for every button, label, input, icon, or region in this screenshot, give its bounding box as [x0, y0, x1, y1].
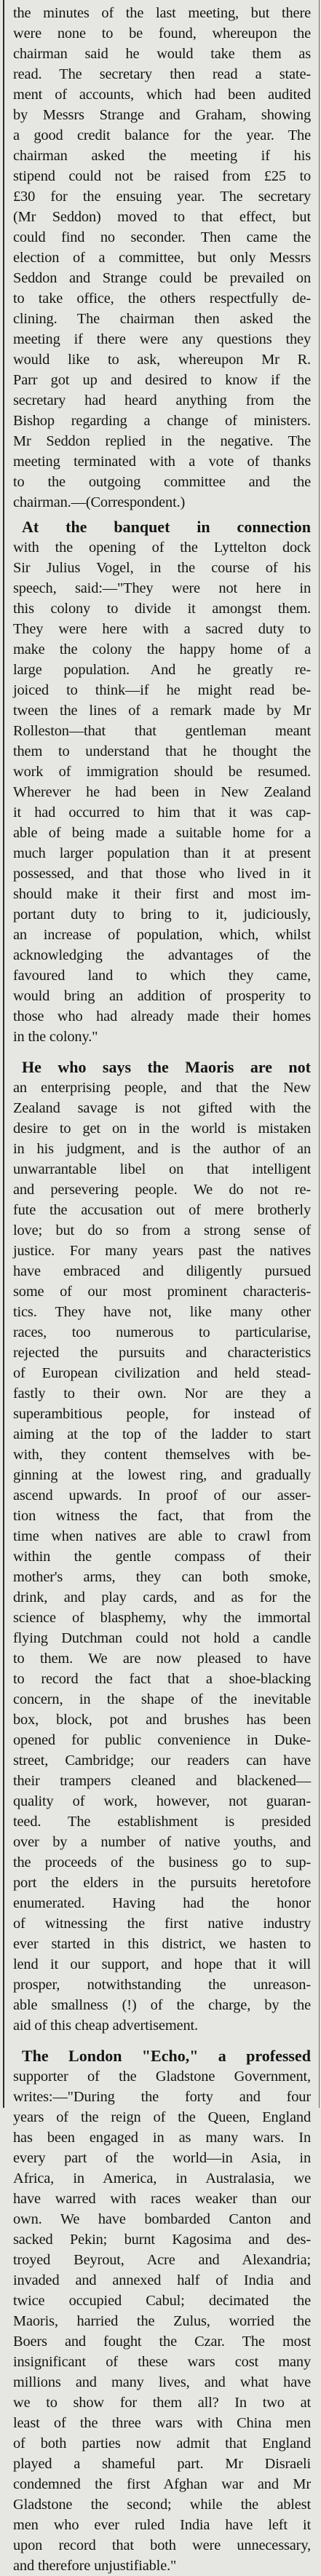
text-line: own. We have bombarded Canton and [13, 2211, 311, 2227]
text-line: an increase of population, which, whilst [13, 927, 311, 943]
text-line: mother's arms, they can both smoke, [13, 1569, 311, 1585]
paragraph-lead: He who says the Maoris are not [22, 1058, 311, 1076]
text-line: would bring an addition of prosperity to [13, 988, 311, 1004]
paragraph-meeting-report [13, 3, 311, 513]
text-line: Seddon and Strange could be prevailed on [13, 270, 311, 286]
text-line: drink, and play cards, and as for the [13, 1589, 311, 1605]
text-line: Mr Seddon replied in the negative. The [13, 433, 311, 449]
text-line: we to show for them all? In two at [13, 2395, 311, 2411]
column-rule-right [319, 0, 320, 2108]
text-line: have embraced and diligently pursued [13, 1263, 311, 1279]
text-line: science of blasphemy, why the immortal [13, 1610, 311, 1626]
text-line: supporter of the Gladstone Government, [13, 2069, 311, 2085]
text-line: men who ever ruled India have left it [13, 2517, 311, 2533]
text-line: has been engaged in as many wars. In [13, 2130, 311, 2146]
text-line: work of immigration should be resumed. [13, 764, 311, 780]
text-line: election of a committee, but only Messrs [13, 250, 311, 266]
text-line: of both parties now admit that England [13, 2435, 311, 2451]
paragraph-lead: The London "Echo," a professed [22, 2047, 311, 2065]
text-line: large population. And he greatly re- [13, 662, 311, 678]
text-line: teed. The establishment is presided [13, 1814, 311, 1830]
text-line: by Messrs Strange and Graham, showing [13, 107, 311, 123]
text-line: quality of work, however, not guaran- [13, 1793, 311, 1809]
column-rule-left [3, 0, 4, 2108]
text-line: £30 for the ensuing year. The secretary [13, 189, 311, 205]
text-line: unwarrantable libel on that intelligent [13, 1161, 311, 1177]
text-line: troyed Beyrout, Acre and Alexandria; [13, 2252, 311, 2268]
text-line: with the opening of the Lyttelton dock [13, 540, 311, 556]
paragraph-banquet-speech [13, 517, 311, 1047]
text-line: sacked Pekin; burnt Kagosima and des- [13, 2232, 311, 2248]
text-line: in his judgment, and is the author of an [13, 1141, 311, 1157]
text-line: speech, said:—"They were not here in [13, 580, 311, 596]
text-line: insignificant of these wars cost many [13, 2354, 311, 2370]
text-line: (Mr Seddon) moved to that effect, but [13, 209, 311, 225]
text-line: some of our most prominent characteris- [13, 1284, 311, 1300]
text-line: condemned the first Afghan war and Mr [13, 2476, 311, 2492]
text-line: least of the three wars with China men [13, 2415, 311, 2431]
text-line: favoured land to which they came, [13, 968, 311, 984]
text-line: clining. The chairman then asked the [13, 311, 311, 327]
text-line: box, block, pot and brushes has been [13, 1712, 311, 1728]
text-line: a good credit balance for the year. The [13, 127, 311, 143]
text-line: could find no seconder. Then came the [13, 229, 311, 245]
text-line: much larger population than it at present [13, 845, 311, 861]
text-line: chairman asked the meeting if his [13, 148, 311, 164]
text-line: concern, in the shape of the inevitable [13, 1691, 311, 1707]
text-line: Boers and fought the Czar. The most [13, 2334, 311, 2350]
text-line: have warred with races weaker than our [13, 2191, 311, 2207]
text-line: They were here with a sacred duty to [13, 621, 311, 637]
text-line: chairman said he would take them as [13, 46, 311, 62]
text-line: Bishop regarding a change of ministers. [13, 413, 311, 429]
text-line: prosper, notwithstanding the unreason- [13, 1977, 311, 1993]
text-line: acknowledging the advantages of the [13, 947, 311, 963]
text-line: fastly to their own. Nor are they a [13, 1386, 311, 1402]
text-line: over by a number of native youths, and [13, 1834, 311, 1850]
text-line: would like to ask, whereupon Mr R. [13, 352, 311, 368]
text-line: of European civilization and held stead- [13, 1365, 311, 1381]
text-line: ginning at the lowest ring, and gradually [13, 1467, 311, 1483]
text-line: to take office, the others respectfully de- [13, 291, 311, 307]
text-line: love; but do so from a strong sense of [13, 1222, 311, 1238]
text-line: them to understand that he thought the [13, 743, 311, 759]
text-line: Parr got up and desired to know if the [13, 372, 311, 388]
text-line: Africa, in America, in Australasia, we [13, 2170, 311, 2186]
text-line: make the colony the happy home of a [13, 641, 311, 657]
text-line: with, they content themselves with be- [13, 1447, 311, 1463]
text-line: read. The secretary then read a state- [13, 66, 311, 82]
text-line: ever started in this district, we hasten to [13, 1936, 311, 1952]
text-line: tion witness the fact, that from the [13, 1508, 311, 1524]
text-line: within the gentle compass of their [13, 1549, 311, 1565]
text-line: lend it our support, and hope that it will [13, 1956, 311, 1972]
text-line: an enterprising people, and that the New [13, 1080, 311, 1096]
paragraph-lead: At the banquet in connection [22, 518, 311, 536]
text-line: were none to be found, whereupon the [13, 25, 311, 42]
paragraph-maori-industry [13, 1057, 311, 2036]
text-line: opened for public convenience in Duke- [13, 1732, 311, 1748]
text-line: tics. They have not, like many other [13, 1304, 311, 1320]
text-line: Zealand savage is not gifted with the [13, 1100, 311, 1116]
text-line: to the outgoing committee and the [13, 474, 311, 490]
text-line: those who had already made their homes [13, 1008, 311, 1024]
text-line: it had occurred to him that it was cap- [13, 805, 311, 821]
text-line: the proceeds of the business go to sup- [13, 1854, 311, 1870]
text-line: meeting if there were any questions they [13, 331, 311, 347]
text-line: to record the fact that a shoe-blacking [13, 1671, 311, 1687]
text-line: rejected the pursuits and characteristics [13, 1345, 311, 1361]
text-line: races, too numerous to particularise, [13, 1324, 311, 1340]
text-line: fute the accusation out of mere brotherly [13, 1202, 311, 1218]
text-line: in the colony." [13, 1029, 98, 1045]
text-line: portant duty to bring to it, judiciously, [13, 906, 311, 922]
text-line: Sir Julius Vogel, in the course of his [13, 560, 311, 576]
text-line: aiming at the top of the ladder to start [13, 1426, 311, 1442]
text-line: years of the reign of the Queen, England [13, 2109, 311, 2125]
text-line: their trampers cleaned and blackened— [13, 1773, 311, 1789]
text-line: able of being made a suitable home for a [13, 825, 311, 841]
text-line: played a shameful part. Mr Disraeli [13, 2456, 311, 2472]
text-line: this colony to divide it amongst them. [13, 601, 311, 617]
text-line: ascend upwards. In proof of our asser- [13, 1487, 311, 1504]
text-line: should make it their first and most im- [13, 886, 311, 902]
text-line: justice. For many years past the natives [13, 1243, 311, 1259]
text-line: and persevering people. We do not re- [13, 1182, 311, 1198]
text-line: Wherever he had been in New Zealand [13, 784, 311, 800]
text-line: Maoris, harried the Zulus, worried the [13, 2313, 311, 2329]
text-line: secretary had heard anything from the [13, 392, 311, 408]
text-line: desire to get on in the world is mistaken [13, 1121, 311, 1137]
text-line: street, Cambridge; our readers can have [13, 1753, 311, 1769]
text-line: upon record that both were unnecessary, [13, 2537, 311, 2553]
text-line: stipend could not be raised from £25 to [13, 168, 311, 184]
text-line: aid of this cheap advertisement. [13, 2018, 198, 2034]
text-line: writes:—"During the forty and four [13, 2089, 311, 2105]
text-line: ment of accounts, which had been audited [13, 87, 311, 103]
text-line: able smallness (!) of the charge, by the [13, 1997, 311, 2013]
text-line: tween the lines of a remark made by Mr [13, 703, 311, 719]
text-line: port the elders in the pursuits heretofore [13, 1875, 311, 1891]
text-line: flying Dutchman could not hold a candle [13, 1630, 311, 1646]
text-line: time when natives are able to crawl from [13, 1528, 311, 1544]
text-line: Gladstone the second; while the ablest [13, 2497, 311, 2513]
text-line: twice occupied Cabul; decimated the [13, 2293, 311, 2309]
text-line: Rolleston—that that gentleman meant [13, 723, 311, 739]
text-line: possessed, and that those who lived in it [13, 866, 311, 882]
text-line: meeting terminated with a vote of thanks [13, 454, 311, 470]
text-line: the minutes of the last meeting, but there [13, 5, 311, 21]
text-line: superambitious people, for instead of [13, 1406, 311, 1422]
text-line: every part of the world—in Asia, in [13, 2150, 311, 2166]
text-line: and therefore unjustifiable." [13, 2558, 177, 2574]
text-line: millions and many lives, and what have [13, 2374, 311, 2390]
paragraph-london-echo [13, 2046, 311, 2576]
text-line: enumerated. Having had the honor [13, 1895, 311, 1911]
text-line: invaded and annexed half of India and [13, 2272, 311, 2288]
text-line: of witnessing the first native industry [13, 1916, 311, 1932]
text-line: to them. We are now pleased to have [13, 1651, 311, 1667]
text-line: joiced to think—if he might read be- [13, 682, 311, 698]
text-line: chairman.—(Correspondent.) [13, 494, 186, 510]
